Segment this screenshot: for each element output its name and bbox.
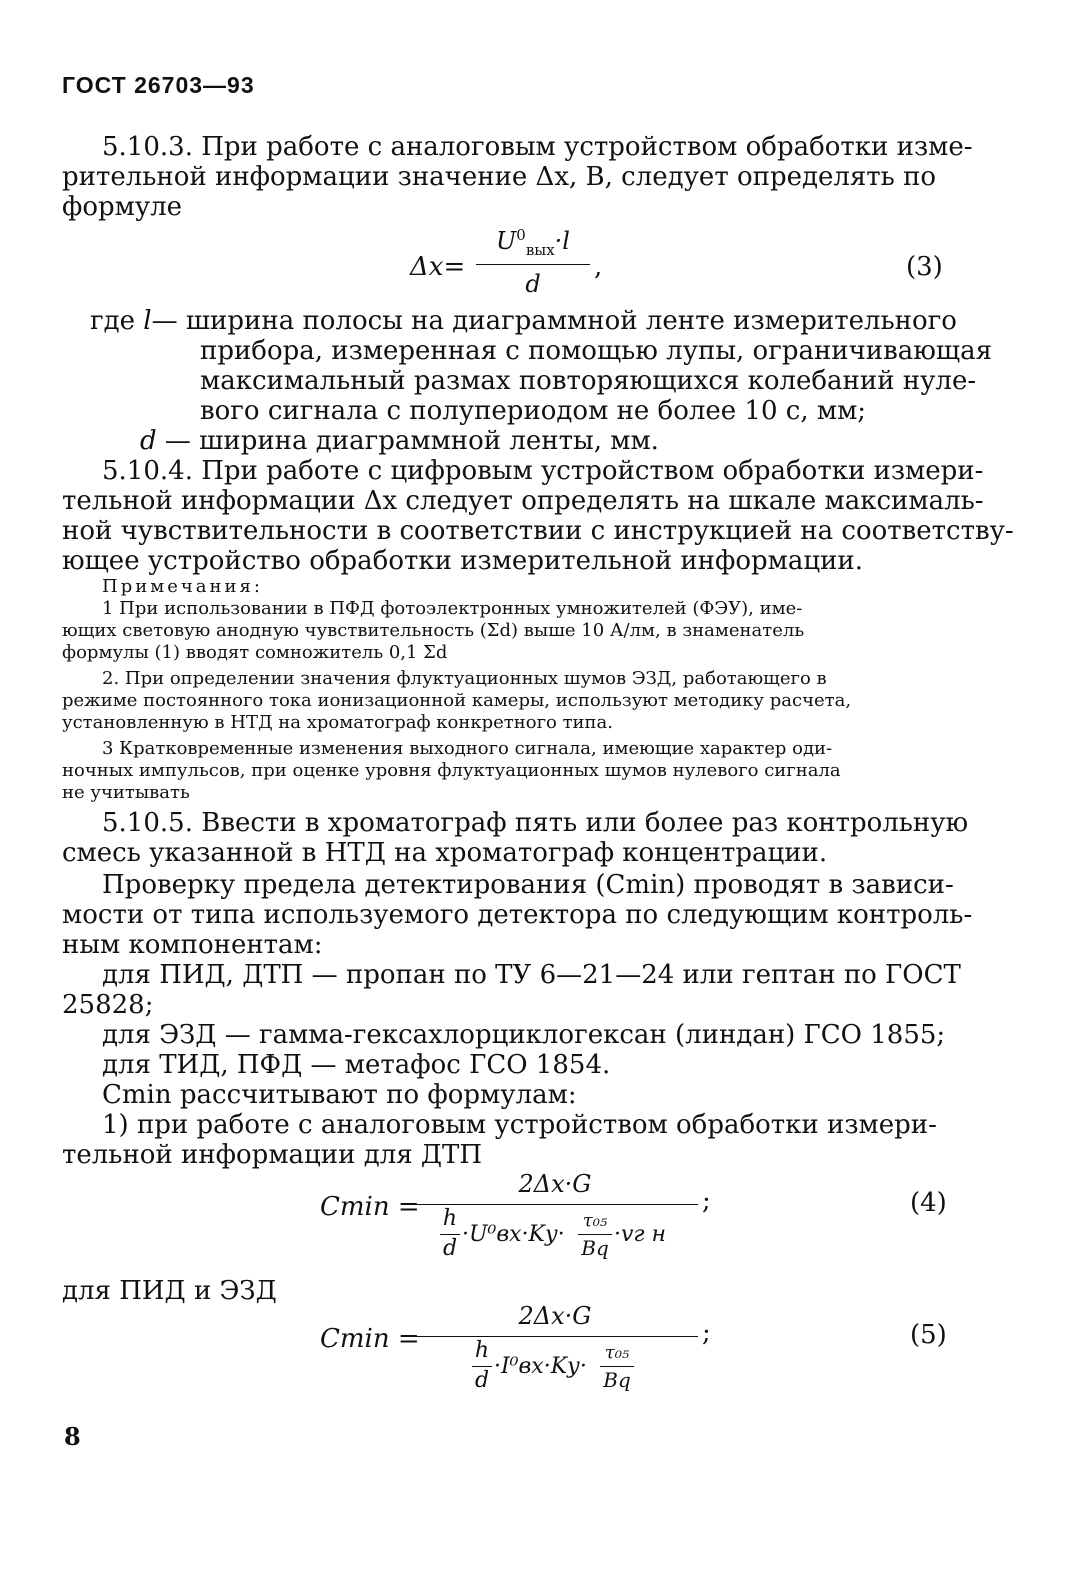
s5105-p2-line3: ным компонентам: <box>62 930 323 960</box>
formula-5-bq: Bq <box>603 1368 631 1392</box>
formula-5-number: (5) <box>910 1320 947 1350</box>
formula-5-lhs: Cmin = <box>320 1324 420 1354</box>
formula-4-number: (4) <box>910 1188 947 1218</box>
s5105-p5: для ТИД, ПФД — метафос ГСО 1854. <box>102 1050 611 1080</box>
formula-4-den-mid: ·U⁰вх·Kу· <box>462 1222 565 1247</box>
formula-5-d: d <box>474 1368 490 1393</box>
s5105-p6: Cmin рассчитывают по формулам: <box>102 1080 577 1110</box>
s5103-line1: 5.10.3. При работе с аналоговым устройством обработки изме- <box>102 132 973 162</box>
formula-4-numerator: 2Δx·G <box>518 1170 592 1198</box>
s5105-p3-line2: 25828; <box>62 990 154 1020</box>
s5104-line1: 5.10.4. При работе с цифровым устройством обработки измери- <box>102 456 984 486</box>
s5105-line1: 5.10.5. Ввести в хроматограф пять или более раз контрольную <box>102 808 969 838</box>
note-1-line1: 1 При использовании в ПФД фотоэлектронных умножителей (ФЭУ), име- <box>102 598 803 619</box>
formula-4-tau: τ₀₅ <box>582 1210 608 1231</box>
where-l-line2: прибора, измеренная с помощью лупы, ограничивающая <box>200 336 992 366</box>
s5105-p2-line2: мости от типа используемого детектора по следующим контроль- <box>62 900 973 930</box>
notes-title: Примечания: <box>102 576 263 597</box>
formula-4-bar <box>412 1204 698 1205</box>
formula-5-tau-bar <box>600 1366 634 1367</box>
s5105-line2: смесь указанной в НТД на хроматограф концентрации. <box>62 838 828 868</box>
formula-4-d: d <box>442 1236 458 1261</box>
formula-3-lhs: Δx= <box>410 252 466 282</box>
formula-4-tau-bar <box>578 1234 612 1235</box>
s5104-line4: ющее устройство обработки измерительной информации. <box>62 546 863 576</box>
note-3-line1: 3 Кратковременные изменения выходного сигнала, имеющие характер оди- <box>102 738 833 759</box>
note-2-line2: режиме постоянного тока ионизационной камеры, используют методику расчета, <box>62 690 852 711</box>
between-text: для ПИД и ЭЗД <box>62 1276 277 1306</box>
formula-5-den-mid: ·I⁰вх·Kу· <box>494 1354 587 1379</box>
s5104-line2: тельной информации Δx следует определять на шкале максималь- <box>62 486 984 516</box>
formula-4-h: h <box>442 1206 458 1231</box>
formula-4-hd-bar <box>440 1234 460 1235</box>
formula-3-bar <box>476 264 590 265</box>
formula-5-hd-bar <box>472 1366 492 1367</box>
where-l-line4: вого сигнала с полупериодом не более 10 с, мм; <box>200 396 867 426</box>
formula-4-bq: Bq <box>581 1236 609 1260</box>
s5105-p7-line2: тельной информации для ДТП <box>62 1140 483 1170</box>
note-1-line2: ющих световую анодную чувствительность (Σd) выше 10 А/лм, в знаменатель <box>62 620 805 641</box>
formula-4-tail: ; <box>702 1186 711 1216</box>
formula-5-numerator: 2Δx·G <box>518 1302 592 1330</box>
standard-header: ГОСТ 26703—93 <box>62 72 255 98</box>
note-1-line3: формулы (1) вводят сомножитель 0,1 Σd <box>62 642 448 663</box>
s5103-line2: рительной информации значение Δx, В, следует определять по <box>62 162 937 192</box>
formula-5-tail: ; <box>702 1318 711 1348</box>
formula-5-bar <box>412 1336 698 1337</box>
s5105-p4: для ЭЗД — гамма-гексахлорциклогексан (линдан) ГСО 1855; <box>102 1020 946 1050</box>
formula-4-den-tail: ·vг н <box>614 1222 667 1247</box>
where-l-line1: где l— ширина полосы на диаграммной ленте измерительного <box>90 306 957 336</box>
formula-3-numerator: $U^0_{вых}\cdot l$ <box>496 226 570 259</box>
note-3-line2: ночных импульсов, при оценке уровня флуктуационных шумов нулевого сигнала <box>62 760 841 781</box>
formula-3-number: (3) <box>906 252 943 282</box>
page-number: 8 <box>64 1422 81 1451</box>
formula-4-lhs: Cmin = <box>320 1192 420 1222</box>
s5105-p3-line1: для ПИД, ДТП — пропан по ТУ 6—21—24 или гептан по ГОСТ <box>102 960 961 990</box>
formula-3-tail: , <box>594 252 603 282</box>
formula-3-denominator: d <box>525 270 541 298</box>
formula-5-tau: τ₀₅ <box>604 1342 630 1363</box>
s5105-p2-line1: Проверку предела детектирования (Cmin) проводят в зависи- <box>102 870 954 900</box>
note-2-line3: установленную в НТД на хроматограф конкретного типа. <box>62 712 613 733</box>
note-3-line3: не учитывать <box>62 782 190 803</box>
note-2-line1: 2. При определении значения флуктуационных шумов ЭЗД, работающего в <box>102 668 827 689</box>
where-l-line3: максимальный размах повторяющихся колебаний нуле- <box>200 366 977 396</box>
s5104-line3: ной чувствительности в соответствии с инструкцией на соответству- <box>62 516 1014 546</box>
formula-5-h: h <box>474 1338 490 1363</box>
s5103-line3: формуле <box>62 192 183 222</box>
s5105-p7-line1: 1) при работе с аналоговым устройством обработки измери- <box>102 1110 937 1140</box>
where-d-line: d — ширина диаграммной ленты, мм. <box>140 426 659 456</box>
